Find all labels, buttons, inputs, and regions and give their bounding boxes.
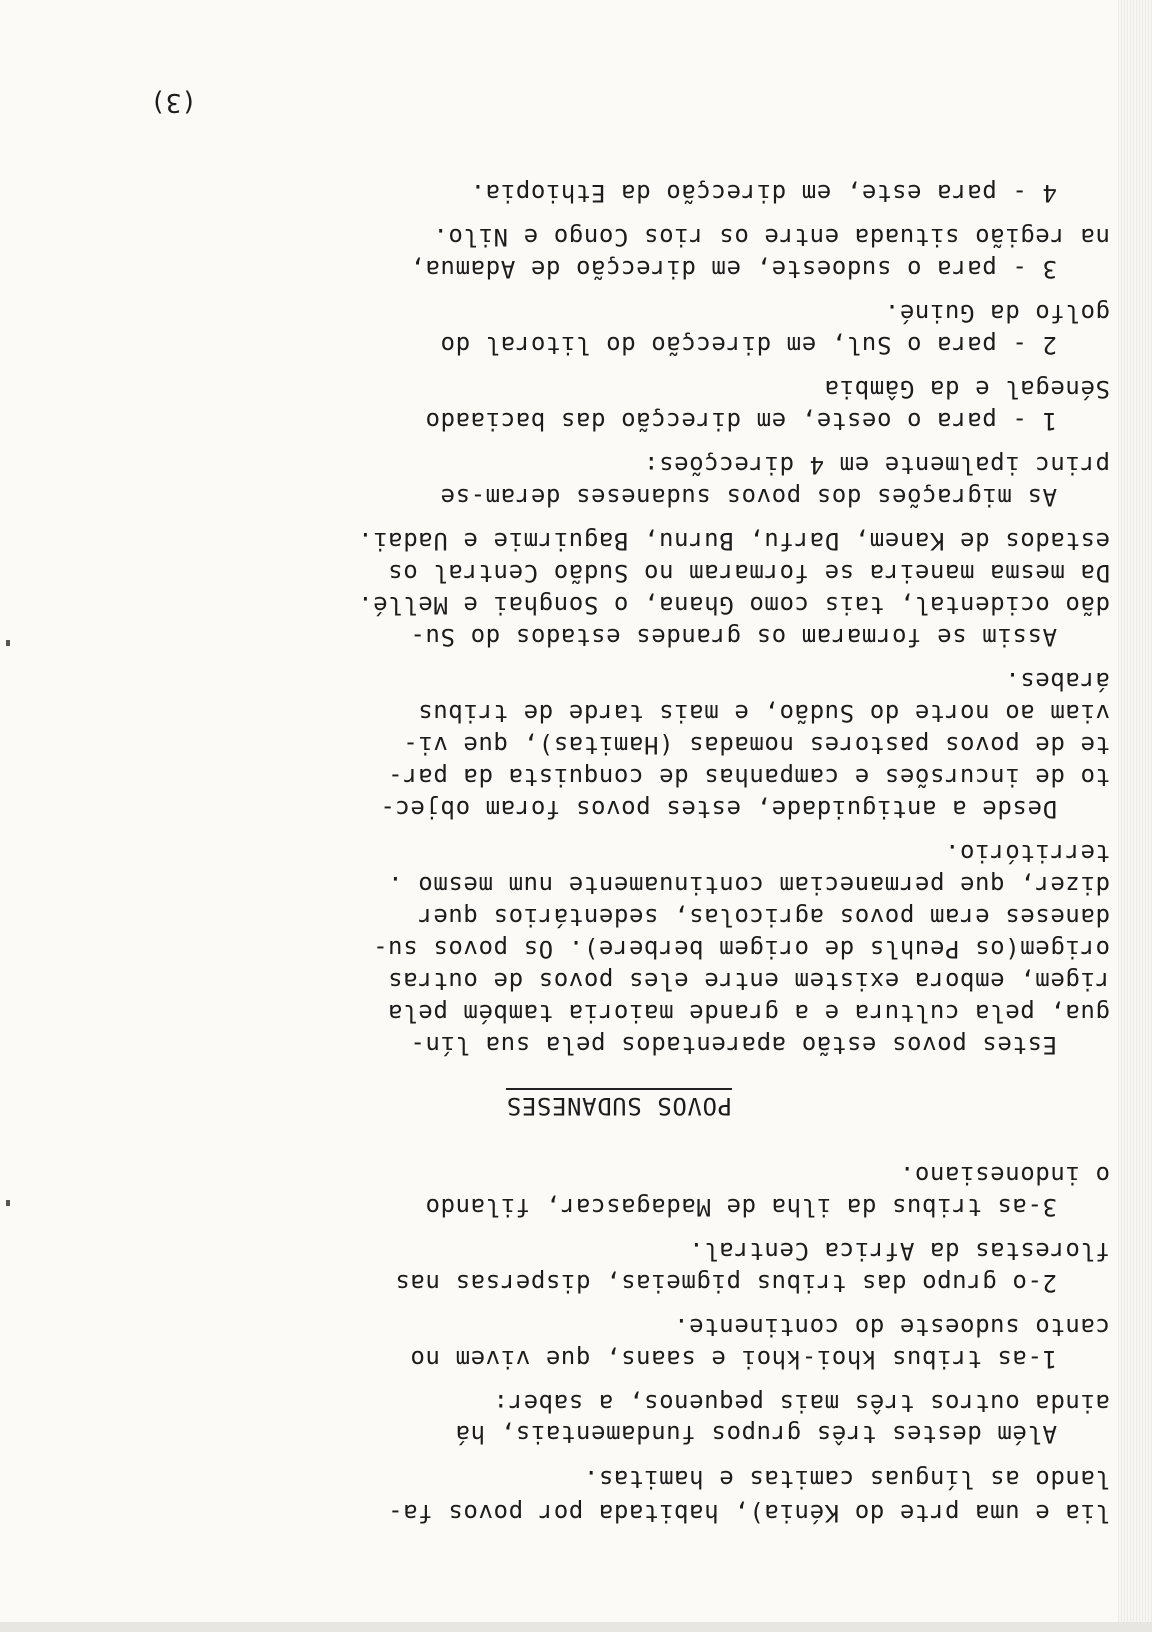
doc-line: canto sudoeste do continente.	[673, 1313, 1110, 1341]
doc-line: Estes povos estão aparentados pela sua lín-	[409, 1031, 1057, 1059]
section-heading: POVOS SUDANESES	[506, 1088, 732, 1120]
doc-line: árabes.	[1004, 667, 1110, 695]
doc-line: rigem, embora existem entre eles povos de outras	[387, 967, 1110, 995]
doc-line: origem(os Peuhls de origem berbere). Os povos su-	[372, 935, 1110, 963]
doc-line: princ ipalmente em 4 direcções:	[643, 451, 1110, 479]
doc-line: 1-as tribus khoi-khoi e saans, que vivem no	[409, 1345, 1057, 1373]
doc-line: to de incursões e campanhas de conquista da par-	[387, 763, 1110, 791]
doc-line: 3 - para o sudoeste, em direcção de Adamua,	[409, 255, 1057, 283]
doc-line: na região situada entre os rios Congo e Nilo.	[432, 223, 1110, 251]
doc-line: florestas da Africa Central.	[688, 1237, 1110, 1265]
doc-line: 1 - para o oeste, em direcção das baciaado	[424, 407, 1057, 435]
doc-line: lando as línguas camitas e hamitas.	[583, 1465, 1110, 1493]
doc-line: lia e uma prte do Kénia), habitada por povos fa-	[387, 1499, 1110, 1527]
doc-line: te de povos pastores nomadas (Hamitas), que vi-	[402, 731, 1110, 759]
page-number: (3)	[150, 87, 197, 117]
doc-line: Sénegal e da Gâmbia	[824, 375, 1110, 403]
doc-line: viam ao norte do Sudão, e mais tarde de tribus	[417, 699, 1110, 727]
doc-line: golfo da Guiné.	[884, 299, 1110, 327]
doc-line: Desde a antiguidade, estes povos foram objec-	[379, 795, 1057, 823]
doc-line: ainda outros três mais pequenos, a saber:	[492, 1389, 1110, 1417]
doc-line: daneses eram povos agricolas, sedentários quer	[417, 903, 1110, 931]
doc-line: o indonesiano.	[899, 1161, 1110, 1189]
doc-line: 2 - para o Sul, em direcção do litoral do	[439, 331, 1057, 359]
doc-line: As migrações dos povos sudaneses deram-se	[439, 483, 1057, 511]
doc-line: território.	[944, 839, 1110, 867]
doc-line: dizer, que permaneciam continuamente num mesmo .	[387, 871, 1110, 899]
doc-line: Assim se formaram os grandes estados do Su-	[409, 623, 1057, 651]
doc-line: Além destes três grupos fundamentais, há	[455, 1420, 1057, 1448]
doc-line: 4 - para este, em direcção da Ethiopia.	[470, 179, 1057, 207]
doc-line: 3-as tribus da ilha de Madagascar, filando	[424, 1193, 1057, 1221]
doc-line: estados de Kanem, Darfu, Burnu, Baguirmie e Uadai.	[357, 527, 1110, 555]
doc-line: dão ocidental, tais como Ghana, o Songhai e Mellé.	[357, 591, 1110, 619]
doc-line: 2-o grupo das tribus pigmeias, dispersas nas	[394, 1269, 1057, 1297]
doc-line: Da mesma maneira se formaram no Sudão Central os	[387, 559, 1110, 587]
doc-line: gua, pela cultura e a grande maioria também pela	[387, 999, 1110, 1027]
